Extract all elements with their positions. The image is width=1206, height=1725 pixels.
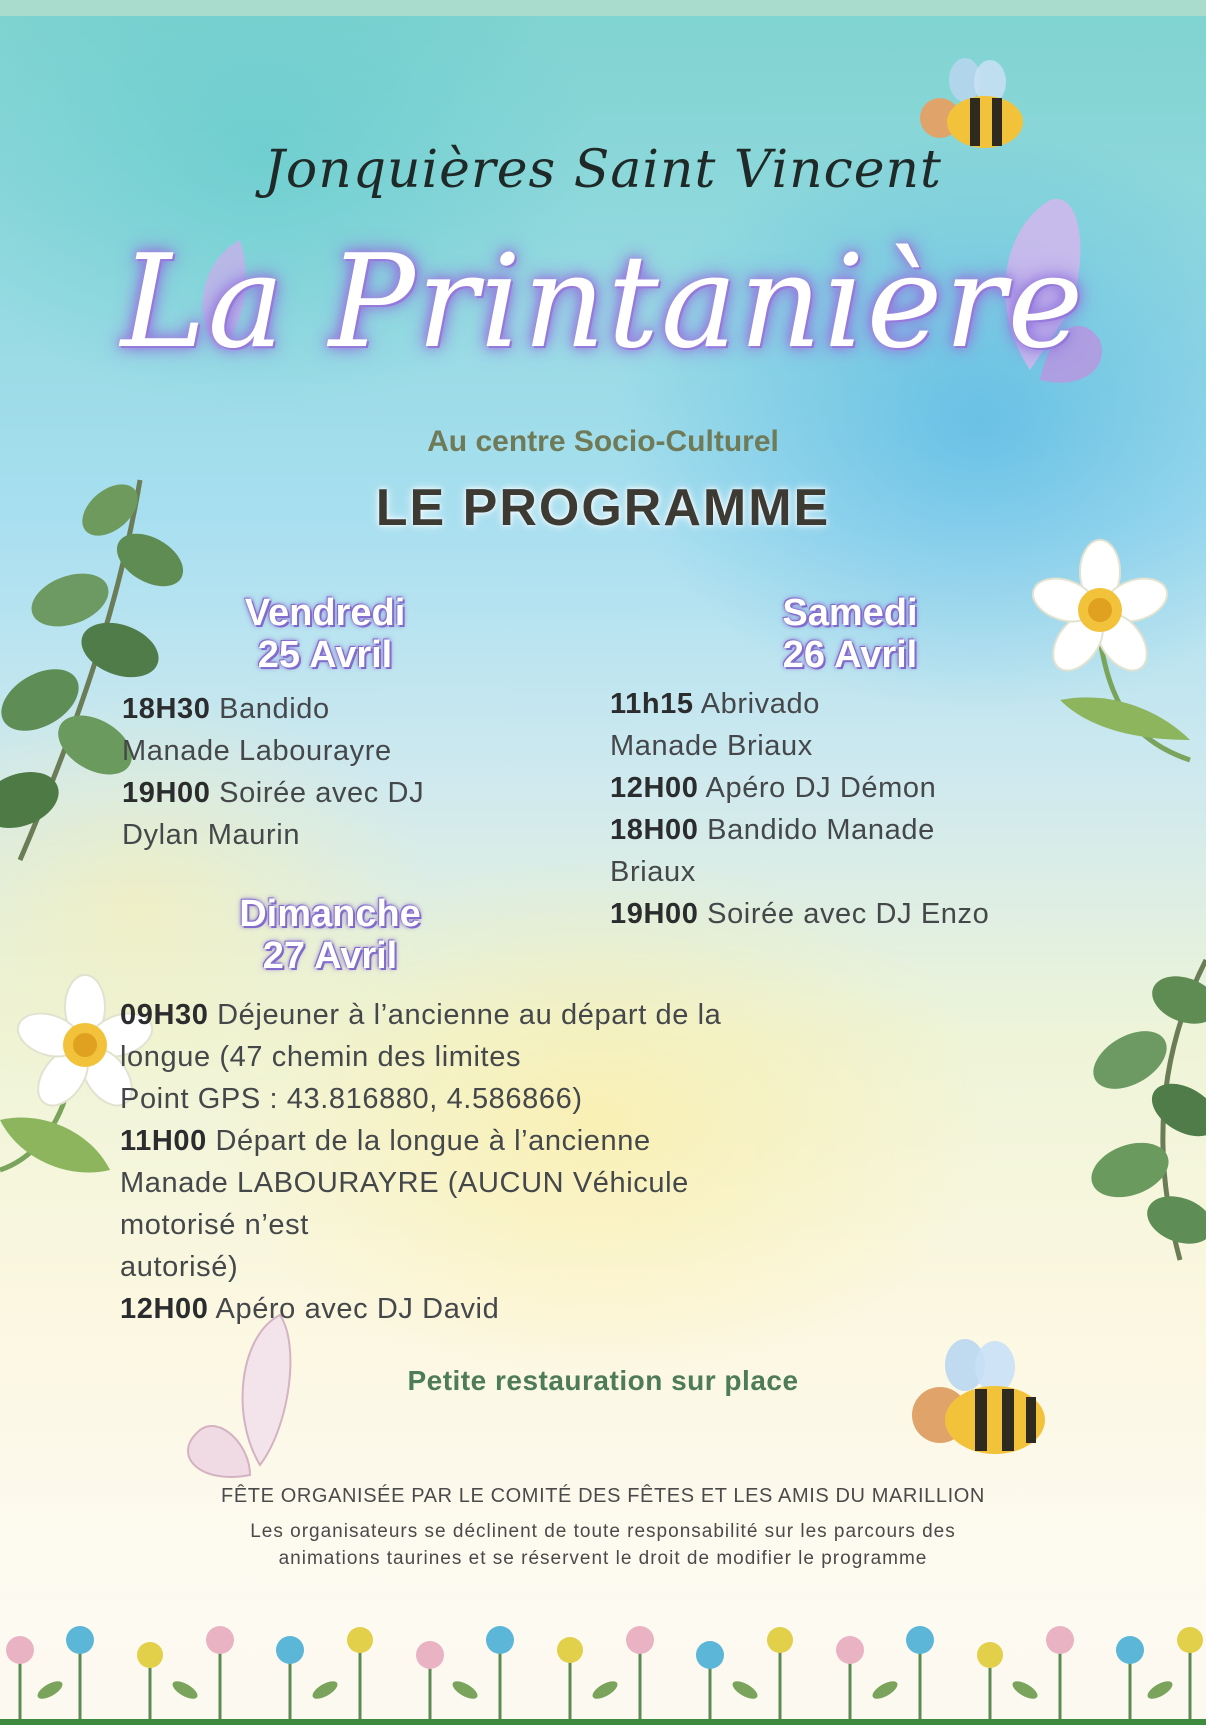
flower-border-icon — [0, 1600, 1206, 1725]
disclaimer-line-1: Les organisateurs se déclinent de toute responsabilité sur les parcours des — [250, 1521, 956, 1542]
friday-schedule — [122, 688, 424, 856]
friday-heading — [175, 592, 475, 676]
sunday-date: 27 Avril — [262, 935, 398, 977]
town-name: Jonquières Saint Vincent — [264, 140, 942, 200]
right-branch-icon — [1083, 960, 1206, 1260]
organizers-line: FÊTE ORGANISÉE PAR LE COMITÉ DES FÊTES ET LES AMIS DU MARILLION — [221, 1485, 985, 1507]
schedule-line: autorisé) — [120, 1251, 239, 1283]
schedule-line: 11h15 Abrivado — [610, 688, 820, 720]
schedule-line: 09H30 Déjeuner à l’ancienne au départ de la — [120, 999, 722, 1031]
venue: Au centre Socio-Culturel — [427, 425, 779, 458]
saturday-heading — [720, 592, 980, 676]
saturday-schedule — [610, 683, 989, 935]
schedule-line: 18H30 Bandido — [122, 693, 330, 725]
schedule-line: Briaux — [610, 856, 696, 888]
schedule-line: 12H00 Apéro avec DJ David — [120, 1293, 500, 1325]
disclaimer-line-2: animations taurines et se réservent le droit de modifier le programme — [278, 1548, 928, 1569]
schedule-line: Manade LABOURAYRE (AUCUN Véhicule — [120, 1167, 689, 1199]
schedule-line: Dylan Maurin — [122, 819, 301, 851]
schedule-line: motorisé n’est — [120, 1209, 309, 1241]
program-title: LE PROGRAMME — [375, 479, 831, 537]
saturday-date: 26 Avril — [782, 634, 918, 676]
schedule-line: Manade Labourayre — [122, 735, 392, 767]
friday-day: Vendredi — [244, 592, 406, 634]
bee-top-icon — [920, 58, 1023, 148]
schedule-line: longue (47 chemin des limites — [120, 1041, 522, 1073]
sunday-day: Dimanche — [239, 893, 421, 935]
schedule-line: 19H00 Soirée avec DJ — [122, 777, 425, 809]
sunday-heading — [180, 893, 480, 977]
schedule-line: Manade Briaux — [610, 730, 813, 762]
schedule-line: 12H00 Apéro DJ Démon — [610, 772, 937, 804]
saturday-day: Samedi — [782, 592, 918, 634]
daffodil-right-icon — [1027, 540, 1190, 760]
schedule-line: 18H00 Bandido Manade — [610, 814, 935, 846]
friday-date: 25 Avril — [257, 634, 393, 676]
schedule-line: 19H00 Soirée avec DJ Enzo — [610, 898, 990, 930]
schedule-line: Point GPS : 43.816880, 4.586866) — [120, 1083, 583, 1115]
schedule-line: 11H00 Départ de la longue à l’ancienne — [120, 1125, 651, 1157]
event-title: La Printanière — [120, 228, 1086, 377]
snack-note: Petite restauration sur place — [407, 1365, 799, 1396]
bottom-border — [0, 1719, 1206, 1725]
sunday-schedule — [120, 994, 721, 1330]
disclaimer — [0, 1518, 1206, 1572]
